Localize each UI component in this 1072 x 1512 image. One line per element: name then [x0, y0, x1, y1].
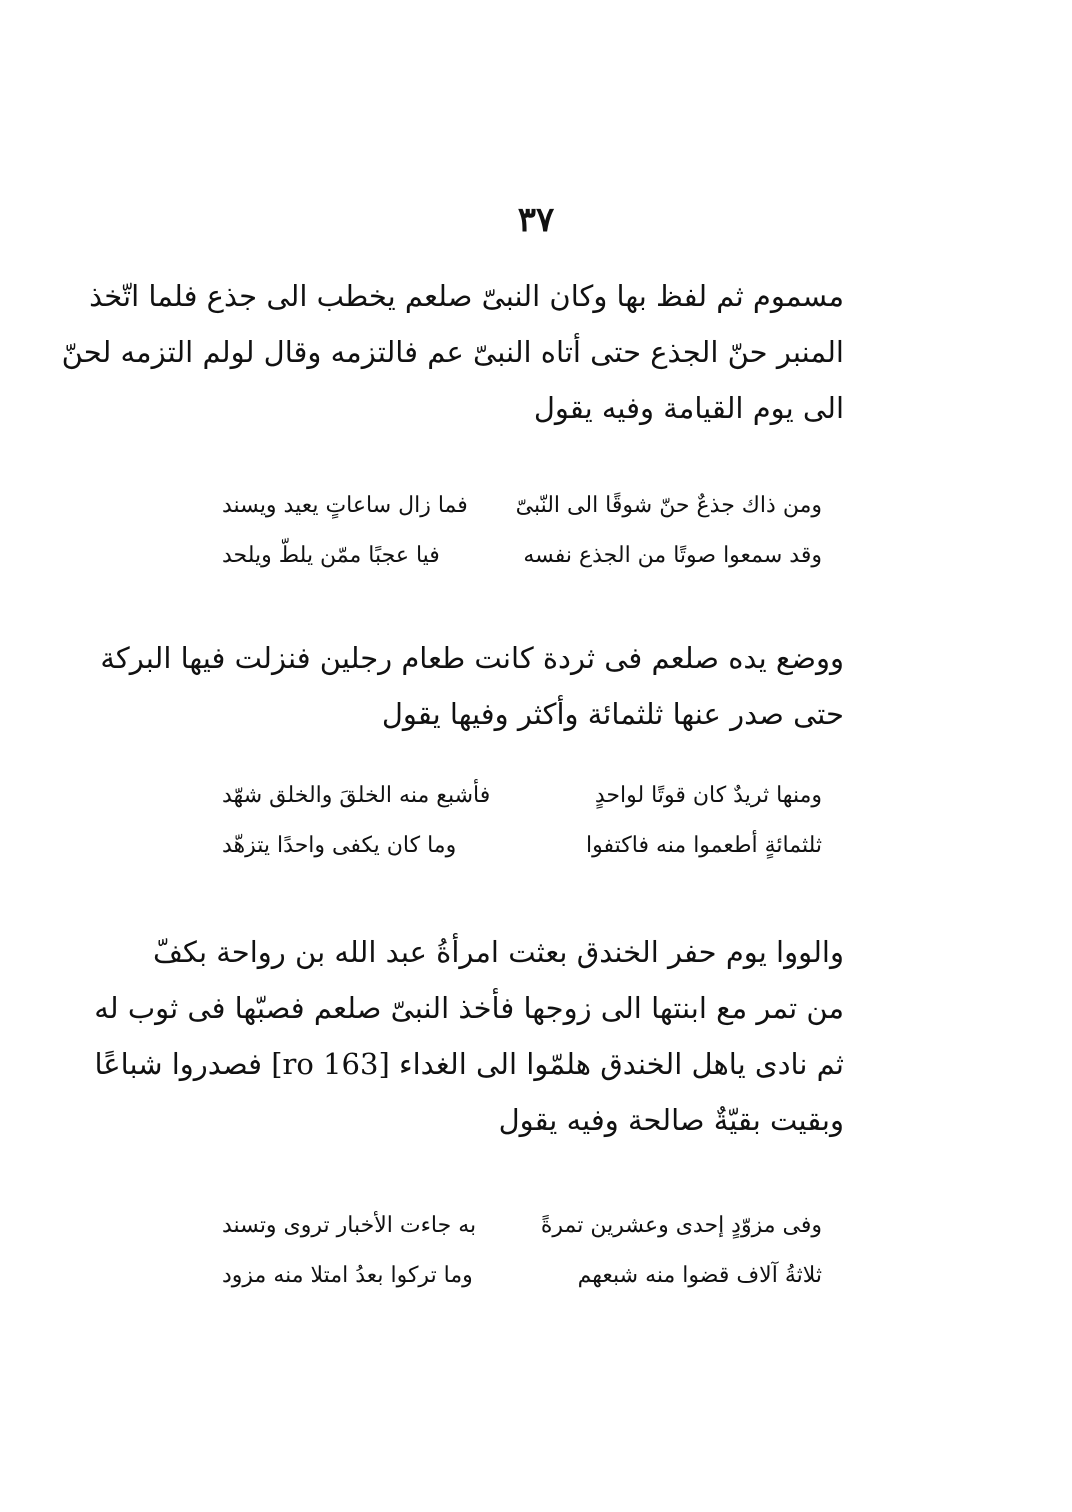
paragraph-line: الى يوم القيامة وفيه يقول	[533, 391, 844, 425]
verse-block-3	[222, 1200, 822, 1300]
paragraph-line: حتى صدر عنها ثلثمائة وأكثر وفيها يقول	[381, 697, 844, 731]
verse-block-2	[222, 770, 822, 870]
verse-second-hemistich: فأشبع منه الخلقَ والخلق شهّد	[222, 782, 491, 808]
verse-line	[222, 530, 822, 580]
verse-line	[222, 1200, 822, 1250]
verse-first-hemistich: ومن ذاك جذعٌ حنّ شوقًا الى النّبىّ	[515, 492, 822, 518]
verse-first-hemistich: ثلاثةُ آلاف قضوا منه شبعهم	[577, 1262, 822, 1288]
verse-first-hemistich: وقد سمعوا صوتًا من الجذع نفسه	[523, 542, 822, 568]
paragraph-line: والووا يوم حفر الخندق بعثت امرأةُ عبد الله بن رواحة بكفّ	[152, 935, 844, 969]
paragraph-line: ووضع يده صلعم فى ثردة كانت طعام رجلين فنزلت فيها البركة	[100, 641, 844, 675]
page-number: ٣٧	[517, 200, 555, 240]
verse-first-hemistich: ثلثمائةٍ أطعموا منه فاكتفوا	[586, 832, 822, 858]
paragraph-1	[61, 268, 844, 436]
verse-second-hemistich: وما تركوا بعدُ امتلا منه مزود	[222, 1262, 473, 1288]
verse-second-hemistich: وما كان يكفى واحدًا يتزهّد	[222, 832, 457, 858]
paragraph-line: من تمر مع ابنتها الى زوجها فأخذ النبىّ صلعم فصبّها فى ثوب له	[94, 991, 844, 1025]
paragraph-line: المنبر حنّ الجذع حتى أتاه النبىّ عم فالتزمه وقال لولم التزمه لحنّ	[61, 335, 844, 369]
verse-second-hemistich: به جاءت الأخبار تروى وتسند	[222, 1212, 477, 1238]
verse-first-hemistich: ومنها ثريدٌ كان قوتًا لواحدٍ	[594, 782, 822, 808]
paragraph-line: مسموم ثم لفظ بها وكان النبىّ صلعم يخطب الى جذع فلما اتّخذ	[89, 279, 844, 313]
paragraph-line: ثم نادى ياهل الخندق هلمّوا الى الغداء [163 ro] فصدروا شباعًا	[94, 1047, 844, 1081]
paragraph-2	[100, 630, 844, 742]
verse-first-hemistich: وفى مزوّدٍ إحدى وعشرين تمرةً	[540, 1212, 822, 1238]
paragraph-3	[94, 924, 844, 1148]
verse-line	[222, 820, 822, 870]
verse-line	[222, 770, 822, 820]
verse-second-hemistich: فيا عجبًا ممّن يلطّ ويلحد	[222, 542, 440, 568]
verse-block-1	[222, 480, 822, 580]
verse-second-hemistich: فما زال ساعاتٍ يعيد ويسند	[222, 492, 468, 518]
verse-line	[222, 480, 822, 530]
verse-line	[222, 1250, 822, 1300]
paragraph-line: وبقيت بقيّةٌ صالحة وفيه يقول	[498, 1103, 844, 1137]
